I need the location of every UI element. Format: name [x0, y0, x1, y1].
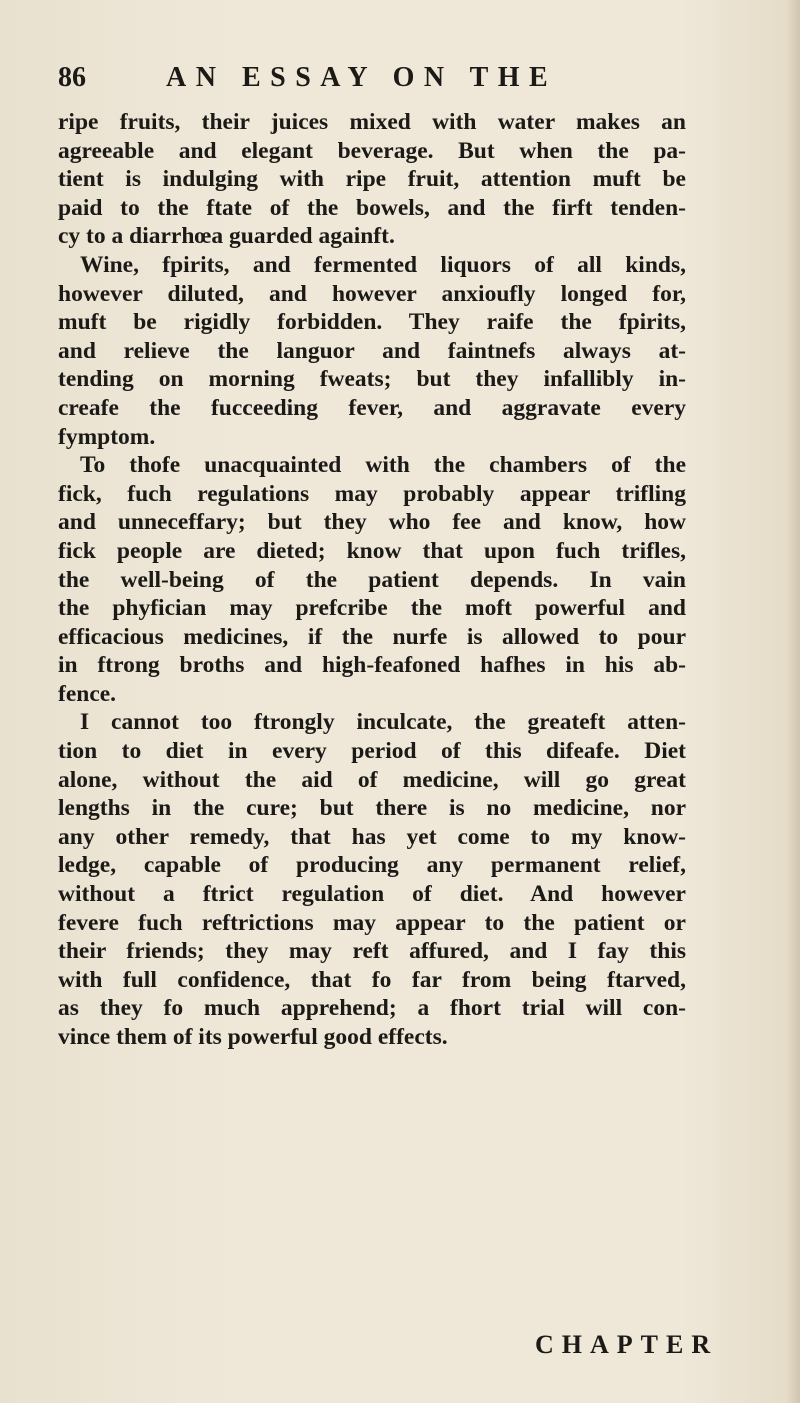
text-line: muft be rigidly forbidden. They raife the fpirits,	[58, 309, 686, 336]
page-number: 86	[58, 62, 86, 93]
text-line: tending on morning fweats; but they infallibly in-	[58, 366, 686, 393]
text-line: cy to a diarrhœa guarded againft.	[58, 223, 395, 250]
text-line: To thofe unacquainted with the chambers of the	[80, 452, 686, 479]
text-line: with full confidence, that fo far from being ftarved,	[58, 966, 686, 993]
text-line: fick, fuch regulations may probably appear trifling	[58, 480, 686, 507]
text-line: any other remedy, that has yet come to my know-	[58, 823, 686, 850]
page-edge-shadow	[786, 0, 800, 1403]
text-line: and unneceffary; but they who fee and know, how	[58, 509, 686, 536]
text-line: fick people are dieted; know that upon fuch trifles,	[58, 537, 686, 564]
text-line: however diluted, and however anxioufly longed for,	[58, 280, 686, 307]
text-line: without a ftrict regulation of diet. And however	[58, 881, 686, 908]
text-line: and relieve the languor and faintnefs always at-	[58, 337, 686, 364]
catchword: CHAPTER	[535, 1330, 719, 1359]
text-line: creafe the fucceeding fever, and aggravate every	[58, 394, 686, 421]
text-line: ledge, capable of producing any permanent relief,	[58, 852, 686, 879]
text-line: agreeable and elegant beverage. But when the pa-	[58, 137, 686, 164]
text-line: lengths in the cure; but there is no medicine, nor	[58, 795, 686, 822]
text-line: Wine, fpirits, and fermented liquors of all kinds,	[80, 251, 686, 278]
text-line: the phyfician may prefcribe the moft powerful and	[58, 595, 686, 622]
text-line: efficacious medicines, if the nurfe is allowed to pour	[58, 623, 686, 650]
text-line: paid to the ftate of the bowels, and the firft tenden-	[58, 194, 686, 221]
page-header	[58, 62, 678, 98]
text-line: fence.	[58, 680, 117, 707]
text-line: ripe fruits, their juices mixed with water makes an	[58, 109, 686, 135]
body-text	[58, 108, 686, 1052]
text-line: in ftrong broths and high-feafoned hafhes in his ab-	[58, 652, 686, 679]
text-line: tion to diet in every period of this difeafe. Diet	[58, 738, 686, 765]
text-line: alone, without the aid of medicine, will go great	[58, 766, 686, 793]
running-head: AN ESSAY ON THE	[166, 62, 558, 93]
text-line: vince them of its powerful good effects.	[58, 1024, 448, 1050]
text-line: I cannot too ftrongly inculcate, the greateft atten-	[80, 709, 686, 736]
text-line: the well-being of the patient depends. In vain	[58, 566, 686, 593]
text-line: fymptom.	[58, 423, 156, 450]
text-line: tient is indulging with ripe fruit, attention muft be	[58, 166, 686, 193]
text-line: their friends; they may reft affured, and I fay this	[58, 938, 686, 965]
text-line: fevere fuch reftrictions may appear to the patient or	[58, 909, 686, 936]
text-line: as they fo much apprehend; a fhort trial will con-	[58, 995, 686, 1022]
